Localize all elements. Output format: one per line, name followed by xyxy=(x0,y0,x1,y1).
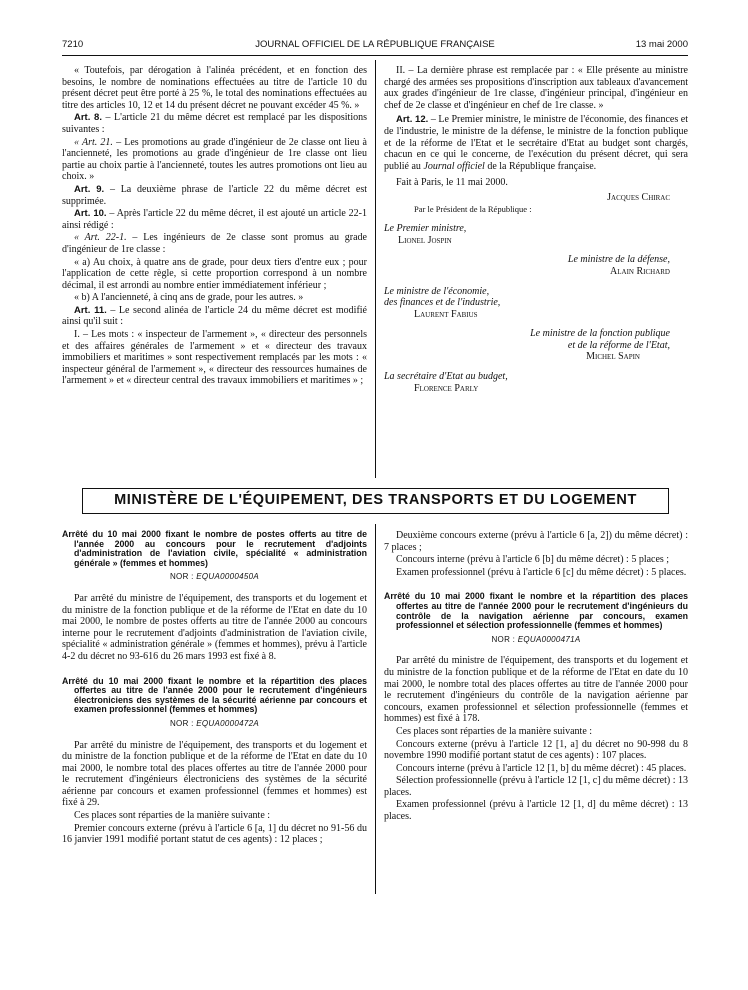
bottom-right-column xyxy=(384,530,688,824)
nor-reference: NOR : EQUA0000450A xyxy=(169,572,259,582)
journal-title: JOURNAL OFFICIEL DE LA RÉPUBLIQUE FRANÇAISE xyxy=(255,39,495,50)
arrete-title: Arrêté du 10 mai 2000 fixant le nombre et la répartition des places offertes au titre de l'année 2000 pour le recrutement d'ingénieurs électroniciens des systèmes de la sécurité aérienne par concours et examen professionnel (femmes et hommes) xyxy=(62,675,367,715)
section-ii: II. – La dernière phrase est remplacée par : « Elle présente au ministre chargé des armées ses propositions d'inscription aux tableaux d'avancement aux grades d'ingénieur de 1re classe, d'ingénieur principal, d'ingénieur en chef de 2e classe et d'ingénieur en chef de 1re classe. » xyxy=(384,65,688,111)
list-item: Examen professionnel (prévu à l'article 12 [1, d] du même décret) : 13 places. xyxy=(384,799,688,823)
item-a: « a) Au choix, à quatre ans de grade, pour deux tiers d'entre eux ; pour l'application de cette règle, si cette proportion correspond à un nombre décimal, il est arrondi au nombre entier immédiatement inférieur ; xyxy=(62,256,367,291)
header-rule xyxy=(62,55,688,56)
page-number: 7210 xyxy=(62,39,84,50)
arrete-body: Par arrêté du ministre de l'équipement, des transports et du logement et du ministre de la fonction publique et de la réforme de l'Etat en date du 10 mai 2000, le nombre total des places offertes au titre de l'année 2000 pour le recrutement d'ingénieurs électroniciens des systèmes de la sécurité aérienne par concours et examen professionnel (femmes et hommes) est fixé à 29. xyxy=(62,739,367,809)
article-22-1: « Art. 22-1. – Les ingénieurs de 2e classe sont promus au grade d'ingénieur de 1re classe : xyxy=(62,232,367,255)
article-11: Art. 11. – Le second alinéa de l'article 24 du même décret est modifié ainsi qu'il suit : xyxy=(62,304,367,328)
item-b: « b) A l'ancienneté, à cinq ans de grade, pour les autres. » xyxy=(74,292,304,304)
paragraph: « Toutefois, par dérogation à l'alinéa précédent, et en fonction des besoins, le nombre de nominations effectuées au titre de l'article 10 du présent décret peut être porté à 25 %, le total des nominations effectuées au titre des articles 10, 12 et 14 du présent décret ne pouvant excéder 45 %. » xyxy=(62,65,367,111)
done-at: Fait à Paris, le 11 mai 2000. xyxy=(396,177,508,189)
list-item: Concours interne (prévu à l'article 12 [1, b] du même décret) : 45 places. xyxy=(396,762,687,774)
repartition-intro: Ces places sont réparties de la manière suivante : xyxy=(74,810,271,822)
signature-defense: Le ministre de la défense, Alain Richard xyxy=(567,254,670,277)
arrete-body: Par arrêté du ministre de l'équipement, des transports et du logement et du ministre de la fonction publique et de la réforme de l'Etat en date du 10 mai 2000, le nombre de postes offerts au titre de l'année 2000 au concours interne pour le recrutement d'adjoints d'administration de l'aviation civile, spécialité « administration générale » (femmes et hommes), prévu à l'article 4-2 du décret no 93-616 du 26 mars 1993 est fixé à 8. xyxy=(62,592,367,662)
column-divider-top xyxy=(375,60,376,478)
article-9: Art. 9. – La deuxième phrase de l'article 22 du même décret est supprimée. xyxy=(62,183,367,207)
arrete-title: Arrêté du 10 mai 2000 fixant le nombre et la répartition des places offertes au titre de l'année 2000 pour le recrutement d'ingénieurs du contrôle de la navigation aérienne par concours, examen professionnel et sélection professionnelle (femmes et hommes) xyxy=(384,591,688,631)
list-item: Sélection professionnelle (prévu à l'article 12 [1, c] du même décret) : 13 places. xyxy=(384,775,688,798)
ministry-banner: MINISTÈRE DE L'ÉQUIPEMENT, DES TRANSPORTS ET DU LOGEMENT xyxy=(82,488,669,514)
repartition-intro: Ces places sont réparties de la manière suivante : xyxy=(396,725,593,737)
top-left-column xyxy=(62,65,367,388)
page-header xyxy=(62,39,688,53)
list-item: Concours interne (prévu à l'article 6 [b] du même décret) : 5 places ; xyxy=(396,554,670,566)
signature-fonction-publique: Le ministre de la fonction publique et de la réforme de l'Etat, Michel Sapin xyxy=(530,328,670,363)
by-president: Par le Président de la République : xyxy=(414,203,532,214)
column-divider-bottom xyxy=(375,524,376,894)
article-10: Art. 10. – Après l'article 22 du même décret, il est ajouté un article 22-1 ainsi rédigé : xyxy=(62,208,367,231)
arrete-title: Arrêté du 10 mai 2000 fixant le nombre de postes offerts au titre de l'année 2000 au concours pour le recrutement d'adjoints d'administration de l'aviation civile, spécialité « administration générale » (femmes et hommes) xyxy=(62,529,367,568)
list-item: Concours externe (prévu à l'article 12 [1, a] du décret no 90-998 du 8 novembre 1990 modifié portant statut de ces agents) : 107 places. xyxy=(384,738,688,762)
article-21: « Art. 21. – Les promotions au grade d'ingénieur de 2e classe ont lieu à l'ancienneté, les promotions au grade d'ingénieur de 1re classe ont lieu partie au choix partie à l'ancienneté, toutes les autres promotions ont lieu au choix. » xyxy=(62,136,367,183)
article-12: Art. 12. – Le Premier ministre, le ministre de l'économie, des finances et de l'industrie, le ministre de la défense, le ministre de la fonction publique et de la réforme de l'Etat et le secrétaire d'Etat au budget sont chargés, chacun en ce qui le concerne, de l'exécution du présent décret, qui sera publié au Journal officiel de la République française. xyxy=(384,114,688,172)
arrete-body: Par arrêté du ministre de l'équipement, des transports et du logement et du ministre de la fonction publique et de la réforme de l'Etat en date du 10 mai 2000, le nombre total des places offertes au titre de l'année 2000 pour le recrutement d'ingénieurs du contrôle de la navigation aérienne par concours, examen professionnel et sélection professionnelle (femmes et hommes) est fixé à 178. xyxy=(384,655,688,725)
signature-pm: Le Premier ministre, Lionel Jospin xyxy=(384,223,467,246)
list-item: Examen professionnel (prévu à l'article 6 [c] du même décret) : 5 places. xyxy=(396,566,687,578)
issue-date: 13 mai 2000 xyxy=(635,39,688,50)
signature-economie: Le ministre de l'économie, des finances et de l'industrie, Laurent Fabius xyxy=(384,285,501,320)
list-item: Deuxième concours externe (prévu à l'article 6 [a, 2]) du même décret) : 7 places ; xyxy=(384,530,688,553)
list-item: Premier concours externe (prévu à l'article 6 [a, 1] du décret no 91-56 du 16 janvier 1991 modifié portant statut de ces agents) : 12 places ; xyxy=(62,822,367,846)
section-i: I. – Les mots : « inspecteur de l'armement », « directeur des personnels et des affaires générales de l'armement » et « directeur des travaux immobiliers et maritimes » sont respectivement remplacés par les mots : « inspecteur général de l'armement », « directeur des ressources humaines de l'armement » et « directeur central des travaux immobiliers et maritimes » ; xyxy=(62,329,367,387)
president-signature: Jacques Chirac xyxy=(607,191,670,203)
article-8: Art. 8. – L'article 21 du même décret est remplacé par les dispositions suivantes : xyxy=(62,112,367,135)
nor-reference: NOR : EQUA0000471A xyxy=(491,634,581,644)
bottom-left-column xyxy=(62,530,367,847)
nor-reference: NOR : EQUA0000472A xyxy=(169,718,259,728)
top-right-column xyxy=(384,65,688,402)
signature-budget: La secrétaire d'Etat au budget, Florence Parly xyxy=(384,371,508,394)
